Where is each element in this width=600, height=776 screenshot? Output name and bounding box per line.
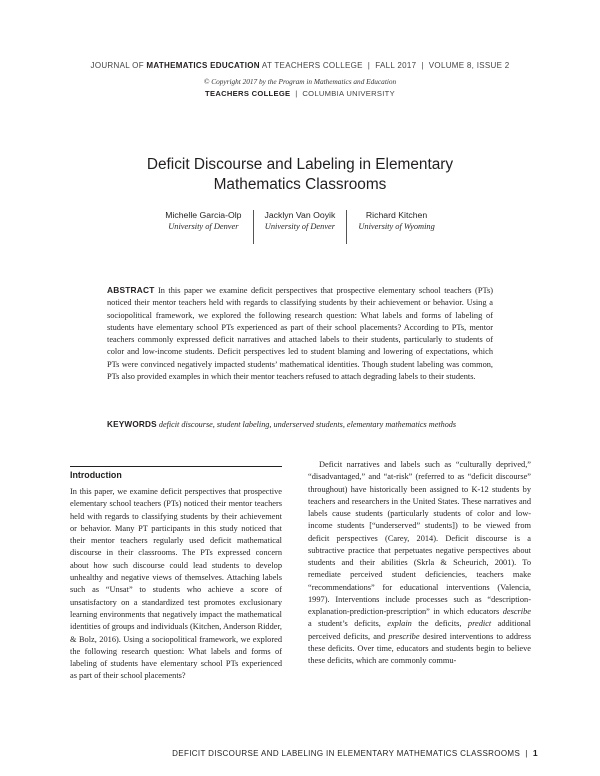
paragraph-text: additional perceived deficits, and [308,619,531,641]
author-affiliation: University of Denver [264,222,336,231]
author-affiliation: University of Wyoming [358,222,435,231]
journal-issue-info: AT TEACHERS COLLEGE | FALL 2017 | VOLUME 8, ISSUE 2 [259,61,510,70]
author-2 [253,210,347,244]
paragraph-text: Deficit narratives and labels such as “culturally deprived,” “disadvantaged,” and “at-risk” (referred to as “deficit discourse” throughout) have historically been assigned to K-12 students by teachers and researchers in the United States. These narratives and labels cause students (particularly students of color and low-income students [“underserved” students]) to be viewed from deficit perspectives (Carey, 2014). Deficit discourse is a subtractive practice that perpetuates negative perspectives about students and their abilities (Skrla & Scheurich, 2001). To remediate perceived student deficiencies, teachers make “recommendations” for educational interventions (Valencia, 1997). Interventions include processes such as “description-explanation-prediction-prescription” in which educators [308,460,531,616]
introduction-paragraph: In this paper, we examine deficit perspectives that prospective elementary school teachers (PTs) noticed their mentor teachers held with regards to classifying students by their achievement or behavior. Many PT participants in this study noticed that their mentor teachers regularly used deficit mathematical discourse in their classrooms. The PTs expressed concern about how such discourse could lead students to develop unhealthy and negative views of themselves. Attaching labels such as “Unsat” to students who achieve a score of unsatisfactory on a standardized test promotes exclusionary learning environments that negatively impact the mathematical identities of groups and individuals (Kitchen, Anderson Ridder, & Bolz, 2016). Using a sociopolitical framework, we explored the following research question: What labels and forms of labeling of students have elementary school PTs experienced as part of their school placements? [70,487,282,681]
author-3 [346,210,445,244]
title-line-1: Deficit Discourse and Labeling in Elementary [146,156,454,173]
keywords [107,419,527,431]
abstract [107,284,493,383]
running-title: DEFICIT DISCOURSE AND LABELING IN ELEMENTARY MATHEMATICS CLASSROOMS [172,749,521,758]
author-name: Michelle Garcia-Olp [165,210,242,220]
paragraph-text: the deficits, [411,619,468,629]
journal-name: MATHEMATICS EDUCATION [146,61,260,70]
page-number: 1 [532,748,538,758]
author-name: Jacklyn Van Ooyik [264,210,336,220]
institution-line [0,89,600,98]
author-1 [154,210,252,244]
journal-prefix: JOURNAL OF [90,61,147,70]
emphasis-predict: predict [467,619,492,629]
paragraph-text: desired interventions to address these deficits. Over time, educators and students begin to believe these deficits, which are commonly commu- [308,631,531,665]
left-column [70,466,282,683]
keywords-label: KEYWORDS [107,420,157,429]
section-rule [70,466,282,467]
institution-name: TEACHERS COLLEGE [205,89,291,98]
abstract-label: ABSTRACT [107,285,155,295]
footer-separator: | [520,749,533,758]
body-paragraph [308,459,531,667]
author-affiliation: University of Denver [168,222,239,231]
emphasis-prescribe: prescribe [388,631,420,641]
section-heading-introduction: Introduction [70,470,122,480]
emphasis-describe: describe [502,607,531,616]
page-footer [0,748,538,758]
author-name: Richard Kitchen [365,210,428,220]
institution-university: | COLUMBIA UNIVERSITY [290,89,395,98]
abstract-text: In this paper we examine deficit perspectives that prospective elementary school teachers (PTs) noticed their mentor teachers held with regards to classifying students by their achievement or behavior. Using a sociopolitical framework, we explored the following research question: What labels and forms of labeling of students have elementary school PTs experienced as part of their school placements? According to PTs, mentor teachers commonly expressed deficit narratives and attached labels to their students, particularly to students of color and low-income students. Deficit perspectives led to student blaming and lowering of expectations, which PTs were convinced negatively impacted students’ mathematical identities. Though student labeling was common, PTs also provided examples in which their mentor teachers refused to attach degrading labels to their students. [107,286,493,381]
right-column [308,459,531,667]
keywords-text: deficit discourse, student labeling, underserved students, elementary mathematics methods [158,420,457,429]
paragraph-text: a student’s deficits, [308,619,388,629]
title-line-2: Mathematics Classrooms [213,176,387,193]
author-list [130,210,470,244]
emphasis-explain: explain [387,619,412,629]
copyright-notice: © Copyright 2017 by the Program in Mathematics and Education [203,77,397,86]
paper-title [60,155,540,195]
journal-header [0,61,600,70]
